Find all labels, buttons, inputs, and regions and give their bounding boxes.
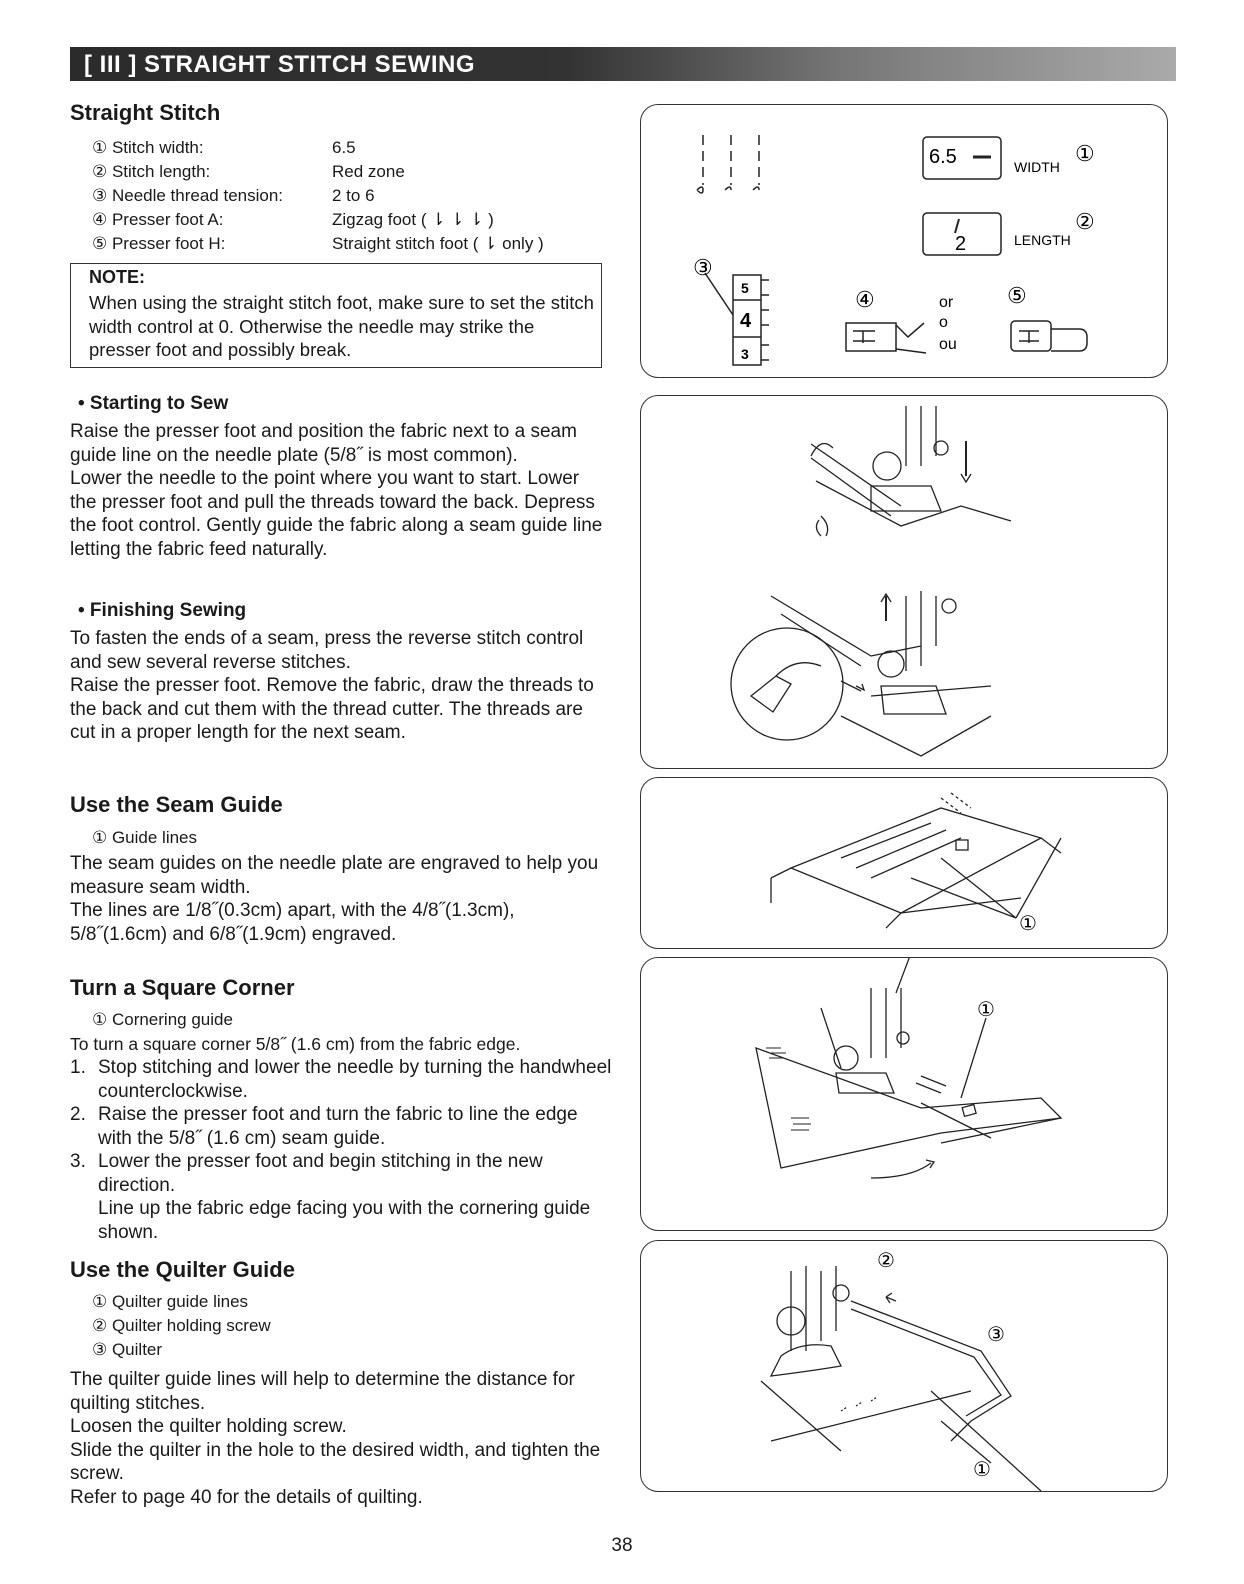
finishing-title: • Finishing Sewing [78,600,247,621]
quilter-item: ③ Quilter [92,1340,163,1359]
seam-guide-illustration [641,778,1167,948]
quilter-p4: Refer to page 40 for the details of quilting. [70,1486,423,1508]
note-title: NOTE: [89,267,145,287]
settings-row [92,160,544,184]
step-number: 2. [70,1104,86,1125]
square-corner-title: Turn a Square Corner [70,975,295,1000]
page-number: 38 [611,1535,633,1556]
seam-guide-item: ① Guide lines [92,828,198,847]
square-corner-intro: To turn a square corner 5/8˝ (1.6 cm) from the fabric edge. [70,1034,521,1054]
cornering-guide-marker: ① [977,999,995,1021]
marker-1: ① [1075,141,1095,166]
starting-p1: Raise the presser foot and position the fabric next to a seam guide line on the needle plate (5/8˝ is most common). [70,421,577,466]
square-corner-steps [70,1056,615,1244]
starting-title: • Starting to Sew [78,393,229,414]
settings-row [92,136,544,160]
square-corner-panel [640,957,1168,1231]
quilter-illustration [641,1241,1167,1491]
square-corner-item: ① Cornering guide [92,1010,233,1029]
marker-5: ⑤ [1007,283,1027,308]
width-label: WIDTH [1014,159,1060,175]
quilter-p1: The quilter guide lines will help to determine the distance for quilting stitches. [70,1369,575,1414]
step-number: 3. [70,1151,86,1172]
step-number: 1. [70,1057,86,1078]
setting-value: 2 to 6 [332,186,375,205]
seam-guide-p1: The seam guides on the needle plate are engraved to help you measure seam width. [70,853,599,898]
dial-top-value: 5 [741,280,749,296]
quilter-marker: ③ [987,1324,1005,1346]
setting-label: ⑤ Presser foot H: [92,234,226,253]
starting-text [70,420,605,561]
quilter-panel [640,1240,1168,1492]
starting-p2: Lower the needle to the point where you want to start. Lower the presser foot and pull the threads toward the back. Depress the foot control. Gently guide the fabric along a seam guide line letting the fabric feed naturally. [70,468,603,560]
seam-guide-panel [640,777,1168,949]
setting-label: ③ Needle thread tension: [92,186,284,205]
or-en-label: or [939,294,954,311]
quilter-p2: Loosen the quilter holding screw. [70,1416,347,1437]
settings-row [92,184,544,208]
dial-mid-value: 4 [740,310,752,332]
setting-value: Red zone [332,162,405,181]
settings-row [92,232,544,256]
guide-lines-marker: ① [1019,913,1037,935]
marker-3: ③ [693,255,713,280]
seam-guide-text [70,852,615,946]
sewing-illustration-panel [640,395,1168,769]
list-item [70,1056,615,1103]
setting-value: Straight stitch foot ( ⇂ only ) [332,234,544,253]
step-text: Raise the presser foot and turn the fabric to line the edge with the 5/8˝ (1.6 cm) seam guide. [98,1104,578,1149]
section-title: [ III ] STRAIGHT STITCH SEWING [84,51,475,78]
setting-label: ④ Presser foot A: [92,210,224,229]
or-fr-label: o [939,314,948,331]
quilter-item: ② Quilter holding screw [92,1316,271,1335]
marker-4: ④ [855,287,875,312]
quilter-item: ① Quilter guide lines [92,1292,249,1311]
settings-row [92,208,544,232]
width-value: 6.5 [929,146,957,168]
finishing-text [70,627,605,745]
screw-marker: ② [877,1250,895,1272]
setting-value: Zigzag foot ( ⇂ ⇂ ⇂ ) [332,210,494,229]
list-item: Line up the fabric edge facing you with the cornering guide shown. [98,1198,591,1243]
dial-bot-value: 3 [741,346,749,362]
quilter-title: Use the Quilter Guide [70,1257,295,1282]
section-banner [70,47,1176,81]
straight-stitch-title: Straight Stitch [70,100,221,125]
settings-diagram-panel [640,104,1168,378]
marker-2: ② [1075,209,1095,234]
sewing-illustration [641,396,1167,768]
square-corner-illustration [641,958,1167,1230]
quilter-lines-marker: ① [973,1459,991,1481]
setting-label: ① Stitch width: [92,138,204,157]
step-text: Lower the presser foot and begin stitching in the new direction. [98,1151,543,1196]
length-label: LENGTH [1014,232,1071,248]
step-text: Stop stitching and lower the needle by turning the handwheel counterclockwise. [98,1057,612,1102]
note-body: When using the straight stitch foot, make sure to set the stitch width control at 0. Otherwise the needle may strike the presser foot and possibly break. [89,292,594,360]
note-box [70,263,602,368]
quilter-text [70,1368,615,1509]
setting-label: ② Stitch length: [92,162,211,181]
settings-table [92,136,544,256]
list-item [70,1150,615,1197]
quilter-items [92,1290,271,1362]
finishing-p1: To fasten the ends of a seam, press the reverse stitch control and sew several reverse stitches. [70,628,584,673]
or-fr2-label: ou [939,336,957,353]
quilter-p3: Slide the quilter in the hole to the desired width, and tighten the screw. [70,1439,601,1484]
finishing-p2: Raise the presser foot. Remove the fabric, draw the threads to the back and cut them with the thread cutter. The threads are cut in a proper length for the next seam. [70,675,594,743]
seam-guide-p2: The lines are 1/8˝(0.3cm) apart, with the 4/8˝(1.3cm), 5/8˝(1.6cm) and 6/8˝(1.9cm) engraved. [70,900,515,945]
length-value: 2 [955,233,967,255]
settings-diagram [641,105,1167,377]
list-item [70,1103,615,1150]
setting-value: 6.5 [332,138,356,157]
seam-guide-title: Use the Seam Guide [70,792,283,817]
